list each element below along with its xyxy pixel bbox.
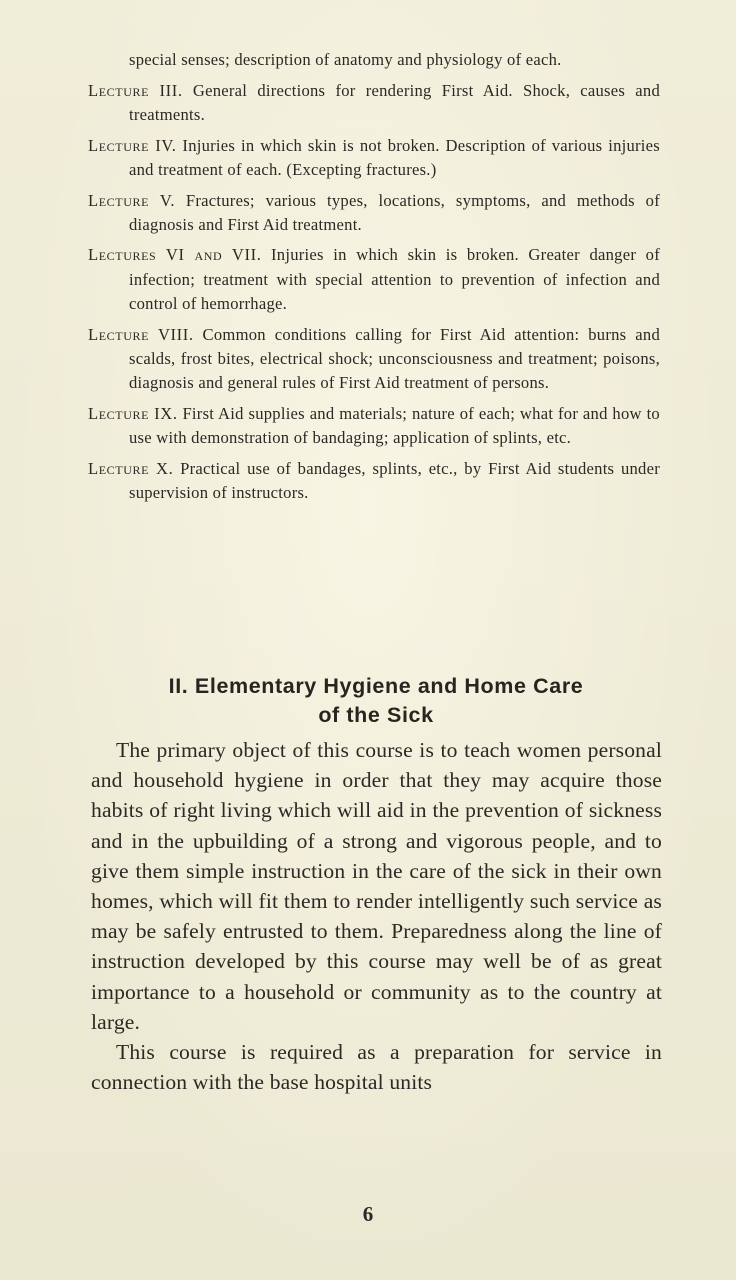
section-heading [96, 672, 656, 730]
section-body [91, 735, 662, 1097]
lecture-text: special senses; description of anatomy and physiology of each. [129, 50, 562, 69]
lecture-list [88, 48, 660, 511]
lecture-text: First Aid supplies and materials; nature of each; what for and how to use with demonstration of bandaging; application of splints, etc. [129, 403, 660, 447]
lecture-entry-6-7 [88, 243, 660, 316]
lecture-label: Lecture IX. [88, 403, 178, 423]
lecture-label: Lecture III. [88, 80, 183, 100]
lecture-entry-10 [88, 457, 660, 505]
lecture-label: Lecture VIII. [88, 324, 194, 344]
page-number: 6 [362, 1202, 374, 1226]
section-heading-line-2: of the Sick [318, 703, 434, 727]
lecture-text: General directions for rendering First Aid. Shock, causes and treatments. [129, 80, 660, 124]
lecture-text: Common conditions calling for First Aid attention: burns and scalds, frost bites, electrical shock; unconsciousness and treatment; poisons, diagnosis and general rules of First Aid treatment of persons. [129, 324, 660, 392]
lecture-entry-4 [88, 134, 660, 182]
lecture-label: Lecture V. [88, 190, 176, 210]
lecture-text: Injuries in which skin is broken. Greater danger of infection; treatment with special attention to prevention of infection and control of hemorrhage. [129, 245, 660, 313]
lecture-entry-8 [88, 323, 660, 396]
lecture-entry-9 [88, 402, 660, 450]
lecture-text: Practical use of bandages, splints, etc., by First Aid students under supervision of instructors. [129, 458, 660, 502]
lecture-entry-3 [88, 79, 660, 127]
lecture-text: Fractures; various types, locations, symptoms, and methods of diagnosis and First Aid treatment. [129, 190, 660, 234]
lecture-label: Lecture X. [88, 458, 174, 478]
lecture-entry-continued [88, 48, 660, 72]
lecture-entry-5 [88, 189, 660, 237]
body-paragraph-2: This course is required as a preparation for service in connection with the base hospital units [91, 1040, 662, 1095]
section-heading-line-1: II. Elementary Hygiene and Home Care [168, 674, 584, 698]
lecture-label: Lecture IV. [88, 135, 177, 155]
body-paragraph-1: The primary object of this course is to teach women personal and household hygiene in order that they may acquire those habits of right living which will aid in the prevention of sickness and in the upbuilding of a strong and vigorous people, and to give them simple instruction in the care of the sick in their own homes, which will fit them to render intelligently such service as may be safely entrusted to them. Preparedness along the line of instruction developed by this course may well be of as great importance to a household or community as to the country at large. [91, 738, 662, 1034]
lecture-label: Lectures VI and VII. [88, 245, 262, 265]
lecture-text: Injuries in which skin is not broken. Description of various injuries and treatment of each. (Excepting fractures.) [129, 135, 660, 179]
